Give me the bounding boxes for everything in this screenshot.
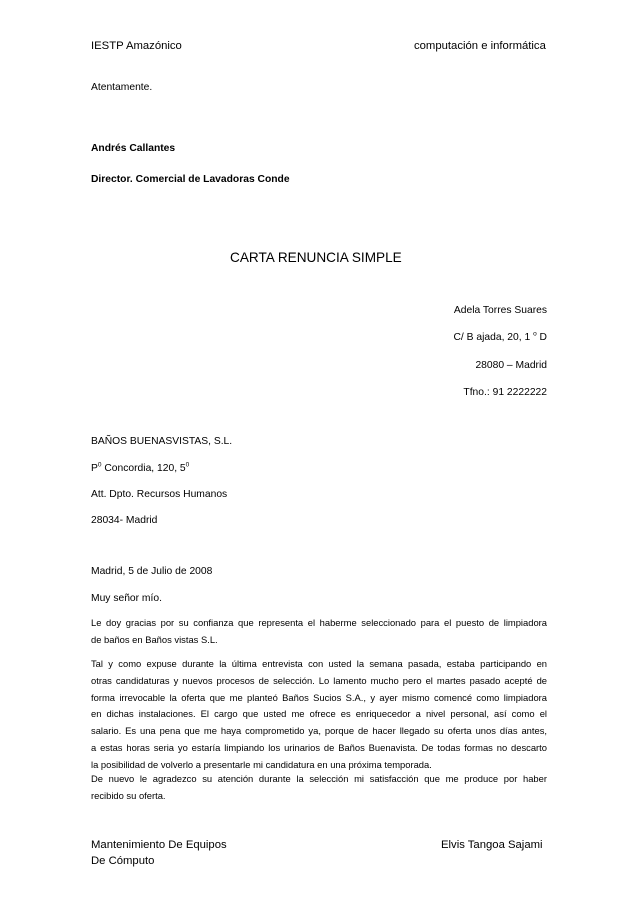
paragraph-line: Le doy gracias por su confianza que representa el haberme seleccionado para el puesto de limpiadora	[91, 617, 547, 628]
header-right: computación e informática	[414, 40, 546, 52]
closing-text: Atentamente.	[91, 82, 153, 93]
document-title: CARTA RENUNCIA SIMPLE	[230, 250, 402, 265]
recipient-street-prefix: P	[91, 463, 98, 474]
paragraph-1	[91, 615, 547, 649]
footer-left-line2: De Cómputo	[91, 855, 155, 867]
footer-left-line1: Mantenimiento De Equipos	[91, 839, 227, 851]
footer-right: Elvis Tangoa Sajami	[441, 839, 543, 851]
recipient-street	[91, 463, 189, 474]
paragraph-line: De nuevo le agradezco su atención durante la selección mi satisfacción que me produce por haber	[91, 773, 547, 784]
paragraph-line: la posibilidad de volverlo a presentarle mi candidatura en una próxima temporada.	[91, 758, 432, 770]
header-left: IESTP Amazónico	[91, 40, 182, 52]
recipient-city: 28034- Madrid	[91, 515, 158, 526]
paragraph-line: recibido su oferta.	[91, 789, 166, 801]
paragraph-line: a estas horas seria yo estaría limpiando los urinarios de Baños Buenavista. De todas formas no descarto	[91, 741, 547, 753]
paragraph-line: forma irrevocable la oferta que me planteó Baños Sucios S.A., y ayer mismo comencé como limpiadora	[91, 691, 547, 703]
recipient-street-sup2: 0	[185, 461, 190, 469]
paragraph-line: en dichas instalaciones. El cargo que usted me ofrece es enriquecedor a nivel personal, así como el	[91, 708, 547, 720]
sender-address	[453, 332, 547, 343]
sender-name: Adela Torres Suares	[453, 305, 547, 316]
paragraph-3	[91, 771, 547, 805]
recipient-street-middle: Concordia, 120, 5	[101, 463, 186, 474]
paragraph-line: otras candidaturas y nuevos procesos de selección. Lo lamento mucho pero el martes pasado acepté de	[91, 674, 547, 686]
sender-phone: Tfno.: 91 2222222	[463, 387, 547, 398]
paragraph-line: de baños en Baños vistas S.L.	[91, 633, 218, 645]
salutation: Muy señor mío.	[91, 593, 162, 604]
paragraph-line: Tal y como expuse durante la última entrevista con usted la semana pasada, estaba participando en	[91, 658, 547, 669]
letter-date: Madrid, 5 de Julio de 2008	[91, 566, 213, 577]
sender-address-sup: o	[533, 330, 537, 338]
paragraph-line: salario. Es una pena que me haya comprometido ya, porque de hacer llegado su oferta unos días antes,	[91, 725, 547, 737]
sender-address-suffix: D	[536, 332, 547, 343]
recipient-company: BAÑOS BUENASVISTAS, S.L.	[91, 436, 233, 447]
paragraph-2	[91, 656, 547, 774]
recipient-department: Att. Dpto. Recursos Humanos	[91, 489, 228, 500]
recipient-street-sup1: 0	[97, 461, 102, 469]
signer-position: Director. Comercial de Lavadoras Conde	[91, 174, 290, 185]
signer-name: Andrés Callantes	[91, 143, 176, 154]
sender-city: 28080 – Madrid	[475, 360, 547, 371]
sender-address-prefix: C/ B ajada, 20, 1	[453, 332, 534, 343]
